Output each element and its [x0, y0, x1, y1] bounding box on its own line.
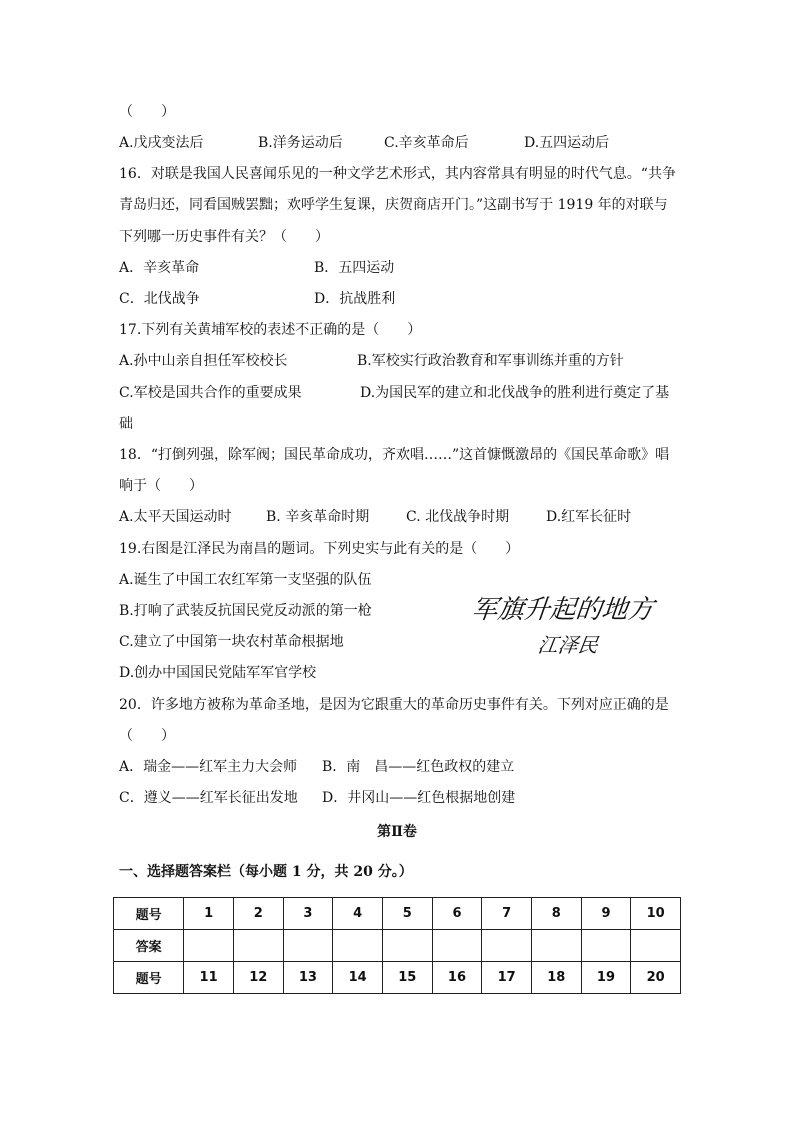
- q16-option-d: D．抗战胜利: [314, 291, 396, 307]
- table-row-numbers-11-20: [114, 962, 681, 994]
- q20-option-c: C．遵义——红军长征出发地: [119, 790, 298, 806]
- answer-cell[interactable]: [283, 930, 333, 962]
- table-cell-number: 2: [233, 898, 283, 930]
- q16-option-c: C．北伐战争: [119, 291, 200, 307]
- q20-option-d: D．井冈山——红色根据地创建: [322, 790, 516, 806]
- table-cell-number: 14: [333, 962, 383, 994]
- q18-option-a: A.太平天国运动时: [119, 509, 232, 525]
- q15-option-c: C.辛亥革命后: [384, 135, 469, 151]
- answer-cell[interactable]: [233, 930, 283, 962]
- q16-option-b: B．五四运动: [314, 260, 395, 276]
- table-cell-number: 20: [631, 962, 681, 994]
- table-row-answers: [114, 930, 681, 962]
- answer-cell[interactable]: [581, 930, 631, 962]
- q17-stem: 17.下列有关黄埔军校的表述不正确的是（ ）: [119, 322, 422, 338]
- calligraphy-signature: 江泽民: [536, 633, 600, 657]
- table-cell-number: 9: [581, 898, 631, 930]
- answer-cell[interactable]: [184, 930, 234, 962]
- q19-option-c: C.建立了中国第一块农村革命根据地: [119, 634, 344, 650]
- q16-stem-line-3: 下列哪一历史事件有关？（ ）: [119, 229, 329, 245]
- q19-option-b: B.打响了武装反抗国民党反动派的第一枪: [119, 603, 372, 619]
- q16-stem-line-1: 16．对联是我国人民喜闻乐见的一种文学艺术形式，其内容常具有明显的时代气息。“共争: [119, 166, 676, 182]
- q20-option-b: B．南 昌——红色政权的建立: [322, 759, 515, 775]
- answer-cell[interactable]: [531, 930, 581, 962]
- table-cell-number: 1: [184, 898, 234, 930]
- q19-option-d: D.创办中国国民党陆军军官学校: [119, 665, 317, 681]
- q20-stem-line-1: 20．许多地方被称为革命圣地，是因为它跟重大的革命历史事件有关。下列对应正确的是: [119, 697, 669, 713]
- table-cell-number: 19: [581, 962, 631, 994]
- q20-stem-line-2: （ ）: [119, 728, 175, 744]
- table-cell-number: 8: [531, 898, 581, 930]
- q15-paren: （ ）: [119, 104, 175, 120]
- table-cell-number: 3: [283, 898, 333, 930]
- q17-option-a: A.孙中山亲自担任军校校长: [119, 353, 288, 369]
- q20-option-a: A．瑞金——红军主力大会师: [119, 759, 298, 775]
- row-label-number: 题号: [114, 962, 184, 994]
- q18-option-d: D.红军长征时: [546, 509, 632, 525]
- row-label-number: 题号: [114, 898, 184, 930]
- table-cell-number: 17: [482, 962, 532, 994]
- answer-cell[interactable]: [631, 930, 681, 962]
- q17-option-b: B.军校实行政治教育和军事训练并重的方针: [357, 353, 624, 369]
- q18-option-c: C. 北伐战争时期: [406, 509, 510, 525]
- answer-cell[interactable]: [482, 930, 532, 962]
- table-cell-number: 7: [482, 898, 532, 930]
- answer-table: [113, 897, 681, 994]
- table-cell-number: 15: [382, 962, 432, 994]
- q19-option-a: A.诞生了中国工农红军第一支坚强的队伍: [119, 572, 372, 588]
- q17-option-c: C.军校是国共合作的重要成果: [119, 385, 302, 401]
- calligraphy-main-text: 军旗升起的地方: [470, 595, 656, 625]
- table-cell-number: 10: [631, 898, 681, 930]
- q15-option-d: D.五四运动后: [524, 135, 610, 151]
- table-row-numbers-1-10: [114, 898, 681, 930]
- calligraphy-image: [470, 588, 660, 660]
- section-1-title: 一、选择题答案栏（每小题 1 分，共 20 分。）: [119, 864, 413, 880]
- table-cell-number: 4: [333, 898, 383, 930]
- answer-cell[interactable]: [432, 930, 482, 962]
- q18-option-b: B. 辛亥革命时期: [266, 509, 370, 525]
- q16-stem-line-2: 青岛归还，同看国贼罢黜；欢呼学生复课，庆贺商店开门。”这副书写于 1919 年的对联与: [119, 197, 668, 213]
- q16-option-a: A．辛亥革命: [119, 260, 200, 276]
- table-cell-number: 16: [432, 962, 482, 994]
- q18-stem-line-2: 响于（ ）: [119, 478, 203, 494]
- q15-option-a: A.戊戌变法后: [119, 135, 204, 151]
- answer-cell[interactable]: [382, 930, 432, 962]
- answer-cell[interactable]: [333, 930, 383, 962]
- q17-option-d: D.为国民军的建立和北伐战争的胜利进行奠定了基: [360, 385, 670, 401]
- q19-stem: 19.右图是江泽民为南昌的题词。下列史实与此有关的是（ ）: [119, 541, 520, 557]
- table-cell-number: 5: [382, 898, 432, 930]
- q18-stem-line-1: 18．“打倒列强，除军阀；国民革命成功，齐欢唱……”这首慷慨激昂的《国民革命歌》唱: [119, 447, 670, 463]
- q17-option-d-wrap: 础: [119, 416, 133, 432]
- row-label-answer: 答案: [114, 930, 184, 962]
- q15-option-b: B.洋务运动后: [258, 135, 343, 151]
- table-cell-number: 13: [283, 962, 333, 994]
- part-ii-title: 第Ⅱ卷: [377, 824, 417, 840]
- table-cell-number: 6: [432, 898, 482, 930]
- table-cell-number: 11: [184, 962, 234, 994]
- table-cell-number: 12: [233, 962, 283, 994]
- table-cell-number: 18: [531, 962, 581, 994]
